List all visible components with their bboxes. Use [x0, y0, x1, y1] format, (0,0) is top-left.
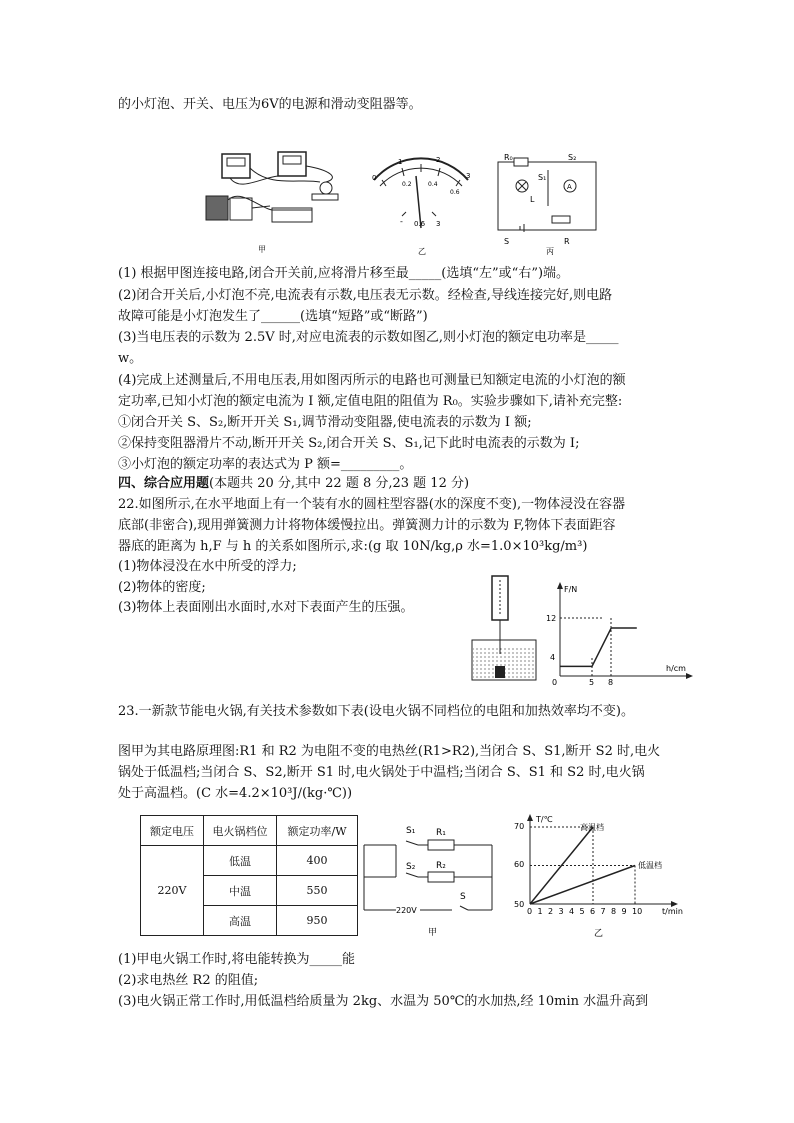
- q23-desc-1: 图甲为其电路原理图:R1 和 R2 为电阻不变的电热丝(R1>R2),当闭合 S、S1,断开 S2 时,电火: [118, 744, 661, 759]
- circuit-bing-figure: [490, 150, 605, 256]
- terminal-06: 0.6: [414, 220, 426, 228]
- label-r: R: [564, 237, 570, 246]
- q21-line-7: 定功率,已知小灯泡的额定电流为 I 额,定值电阻的阻值为 R₀。实验步骤如下,请补充完整:: [118, 394, 623, 409]
- q21-line-1: (1) 根据甲图连接电路,闭合开关前,应将滑片移至最_____(选填“左”或“右”)端。: [118, 266, 570, 281]
- spring-scale-figure: [468, 572, 544, 684]
- power-cell: 950: [277, 906, 358, 936]
- q23-desc-2: 锅处于低温档;当闭合 S、S2,断开 S1 时,电火锅处于中温档;当闭合 S、S1 和 S2 时,电火锅: [118, 765, 645, 780]
- x-tick-label: 1: [537, 907, 543, 916]
- table-row: [141, 846, 358, 876]
- q21-line-4: (3)当电压表的示数为 2.5V 时,对应电流表的示数如图乙,则小灯泡的额定电功率是_____: [118, 330, 619, 345]
- fig-yi2-label: 乙: [594, 929, 604, 939]
- label-s1: S₁: [538, 173, 547, 182]
- meter-0: 0: [372, 174, 377, 182]
- q22-line-5: (2)物体的密度;: [118, 580, 206, 595]
- meter-02: 0.2: [402, 181, 412, 188]
- meter-04: 0.4: [428, 181, 438, 188]
- tick-8: 8: [608, 678, 614, 686]
- q22-line-6: (3)物体上表面刚出水面时,水对下表面产生的压强。: [118, 600, 414, 615]
- jia-s2: S₂: [406, 862, 416, 872]
- fig-jia2-label: 甲: [428, 928, 438, 938]
- q23-desc-3: 处于高温档。(C 水=4.2×10³J/(kg·℃)): [118, 786, 353, 801]
- tick-5: 5: [589, 678, 595, 686]
- x-tick-label: 2: [548, 907, 554, 916]
- q21-line-5: w。: [118, 351, 143, 366]
- x-tick-label: 10: [632, 907, 643, 916]
- t-axis-label: T/℃: [536, 815, 553, 824]
- q23-heading: 23.一新款节能电火锅,有关技术参数如下表(设电火锅不同档位的电阻和加热效率均不变)。: [118, 704, 634, 719]
- parameters-table: [140, 815, 358, 936]
- tick-4: 4: [550, 653, 556, 662]
- section4-note: (本题共 20 分,其中 22 题 8 分,23 题 12 分): [209, 476, 470, 491]
- x-tick-label: 7: [600, 907, 606, 916]
- tick-0: 0: [552, 678, 558, 686]
- q22-line-2: 底部(非密合),现用弹簧测力计将物体缓慢拉出。弹簧测力计的示数为 F,物体下表面距容: [118, 518, 616, 533]
- q22-line-3: 器底的距离为 h,F 与 h 的关系如图所示,求:(g 取 10N/kg,ρ 水=1.0×10³kg/m³): [118, 539, 588, 554]
- intro-text: 的小灯泡、开关、电压为6V的电源和滑动变阻器等。: [118, 97, 422, 112]
- table-header-row: [141, 816, 358, 846]
- voltage-cell: 220V: [141, 846, 204, 936]
- q21-line-9: ②保持变阻器滑片不动,断开开关 S₂,闭合开关 S、S₁,记下此时电流表的示数为 I;: [118, 436, 580, 451]
- header-power: 额定功率/W: [277, 816, 358, 846]
- tick-50: 50: [514, 900, 525, 909]
- h-axis-label: h/cm: [666, 664, 686, 673]
- f-axis-label: F/N: [564, 585, 578, 594]
- label-l: L: [530, 195, 535, 204]
- q22-line-1: 22.如图所示,在水平地面上有一个装有水的圆柱型容器(水的深度不变),一物体浸没在容器: [118, 497, 626, 512]
- gear-cell: 中温: [204, 876, 277, 906]
- x-tick-label: 3: [558, 907, 564, 916]
- apparatus-figure: [200, 148, 352, 256]
- temperature-graph: [506, 812, 691, 942]
- q21-line-2: (2)闭合开关后,小灯泡不亮,电流表有示数,电压表无示数。经检查,导线连接完好,则电路: [118, 288, 613, 303]
- meter-3: 3: [466, 172, 471, 180]
- fh-series-line: [560, 628, 637, 666]
- q23-line-3: (3)电火锅正常工作时,用低温档给质量为 2kg、水温为 50℃的水加热,经 10min 水温升高到: [118, 994, 649, 1009]
- circuit-jia-figure: [356, 815, 501, 940]
- q23-line-2: (2)求电热丝 R2 的阻值;: [118, 973, 259, 988]
- label-a: A: [567, 183, 572, 191]
- q21-line-8: ①闭合开关 S、S₂,断开开关 S₁,调节滑动变阻器,使电流表的示数为 I 额;: [118, 415, 532, 430]
- x-tick-label: 6: [590, 907, 596, 916]
- legend-low: 低温档: [638, 861, 662, 870]
- q23-line-1: (1)甲电火锅工作时,将电能转换为_____能: [118, 952, 356, 967]
- q21-line-10: ③小灯泡的额定功率的表达式为 P 额=_________。: [118, 457, 413, 472]
- jia-s1: S₁: [406, 826, 416, 836]
- meter-06: 0.6: [450, 189, 460, 196]
- power-cell: 400: [277, 846, 358, 876]
- terminal-minus: -: [400, 217, 403, 226]
- terminal-3: 3: [436, 220, 441, 228]
- fig-yi-label: 乙: [418, 247, 426, 256]
- section4-heading: [118, 474, 469, 494]
- jia-s: S: [460, 892, 466, 902]
- label-s2: S₂: [568, 153, 577, 162]
- header-gear: 电火锅档位: [204, 816, 277, 846]
- tick-12: 12: [546, 614, 557, 623]
- meter-1: 1: [398, 158, 403, 166]
- fig-bing-label: 丙: [546, 247, 554, 256]
- jia-r2: R₂: [436, 861, 446, 871]
- x-tick-label: 9: [621, 907, 627, 916]
- time-axis-label: t/min: [662, 907, 683, 916]
- gear-cell: 低温: [204, 846, 277, 876]
- x-tick-label: 4: [569, 907, 575, 916]
- f-h-graph: [546, 580, 696, 686]
- jia-r1: R₁: [436, 828, 446, 838]
- label-s: S: [504, 237, 510, 246]
- label-r0: R₀: [504, 153, 513, 162]
- x-tick-label: 0: [527, 907, 533, 916]
- q22-line-4: (1)物体浸没在水中所受的浮力;: [118, 559, 297, 574]
- ammeter-figure: [362, 150, 477, 256]
- tick-70: 70: [514, 822, 525, 831]
- x-tick-label: 5: [579, 907, 585, 916]
- header-voltage: 额定电压: [141, 816, 204, 846]
- section4-title: 四、综合应用题: [118, 476, 210, 491]
- q21-line-6: (4)完成上述测量后,不用电压表,用如图丙所示的电路也可测量已知额定电流的小灯泡的额: [118, 373, 626, 388]
- meter-2: 2: [436, 156, 441, 164]
- tick-60: 60: [514, 860, 525, 869]
- jia-220v: 220V: [396, 906, 417, 915]
- legend-high: 高温档: [580, 823, 604, 832]
- power-cell: 550: [277, 876, 358, 906]
- q21-line-3: 故障可能是小灯泡发生了______(选填“短路”或“断路”): [118, 309, 428, 324]
- fig-jia-label: 甲: [258, 245, 266, 254]
- gear-cell: 高温: [204, 906, 277, 936]
- x-tick-label: 8: [611, 907, 617, 916]
